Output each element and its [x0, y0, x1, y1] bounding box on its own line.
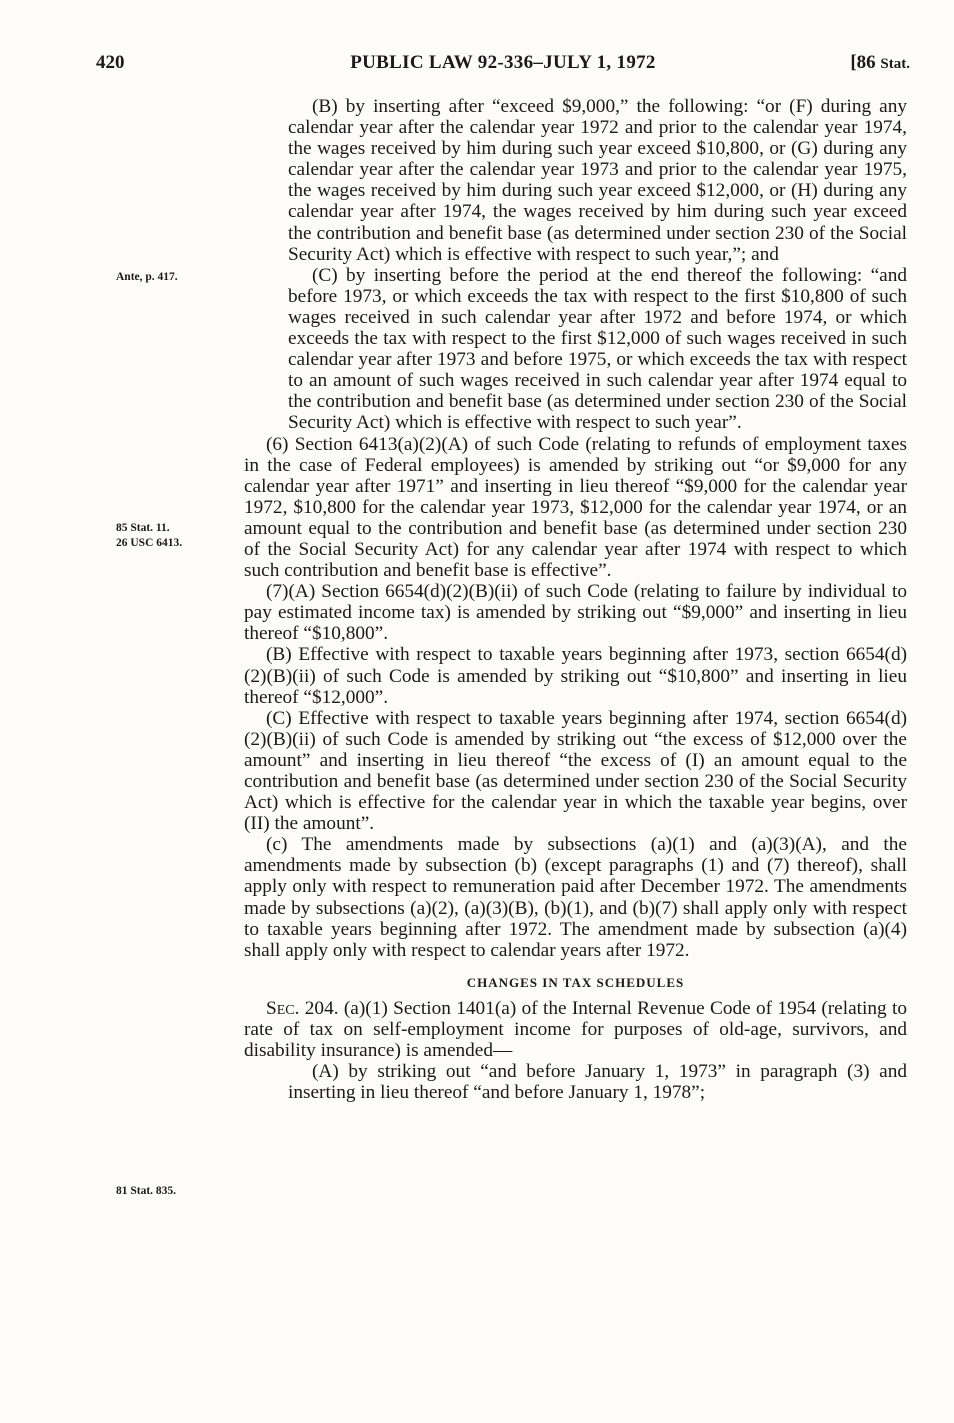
margin-note-line: 26 USC 6413.	[116, 537, 183, 549]
statute-body	[244, 96, 907, 1103]
margin-note-line: 81 Stat. 835.	[116, 1185, 177, 1197]
margin-note-85-stat	[116, 521, 182, 551]
subsection-c-effective-dates: (c) The amendments made by subsections (a)(1) and (a)(3)(A), and the amendments made by subsection (b) (except paragraphs (1) and (7) thereof), shall apply only with respect to remuneration paid after December 1972. The amendments made by subsections (a)(2), (a)(3)(B), (b)(1), and (b)(7) shall apply only with respect to taxable years beginning after 1972. The amendment made by subsection (a)(4) shall apply only with respect to calendar years after 1972.	[244, 834, 907, 961]
paragraph-c-insertion: (C) by inserting before the period at the end thereof the following: “and before 1973, or which exceeds the tax with respect to the first $10,800 of such wages received in such calendar year after 1972 and before 1974, or which exceeds the tax with respect to the first $12,000 of such wages received in such calendar year after 1973 and before 1975, or which exceeds the tax with respect to an amount of such wages received in such calendar year after 1974 equal to the contribution and benefit base (as determined under section 230 of the Social Security Act) which is effective with respect to such year”.	[288, 264, 907, 434]
page-number: 420	[96, 52, 125, 73]
section-204	[244, 998, 907, 1061]
paragraph-7c: (C) Effective with respect to taxable years beginning after 1974, section 6654(d)(2)(B)(ii) of such Code is amended by striking out “the excess of $12,000 over the amount” and inserting in lieu thereof “the excess of (I) an amount equal to the contribution and benefit base (as determined under section 230 of the Social Security Act) which is effective for the calendar year in which the taxable year begins, over (II) the amount”.	[244, 707, 907, 835]
running-title: PUBLIC LAW 92-336–JULY 1, 1972	[350, 52, 656, 73]
paragraph-7a-section-6654: (7)(A) Section 6654(d)(2)(B)(ii) of such Code (relating to failure by individual to pay estimated income tax) is amended by striking out “$9,000” and inserting in lieu thereof “$10,800”.	[244, 581, 907, 645]
paragraph-b-insertion: (B) by inserting after “exceed $9,000,” the following: “or (F) during any calendar year after the calendar year 1972 and prior to the calendar year 1974, the wages received by him during such year exceed $10,800, or (G) during any calendar year after the calendar year 1973 and prior to the calendar year 1975, the wages received by him during such year exceed $12,000, or (H) during any calendar year after 1974, the wages received by him during such year exceed the contribution and benefit base (as determined under section 230 of the Social Security Act) which is effective with respect to such year,”; and	[288, 96, 907, 265]
volume-reference	[850, 52, 910, 74]
margin-note-81-stat	[116, 1184, 176, 1199]
margin-note-line: Ante, p. 417.	[116, 271, 178, 283]
margin-note-ante	[116, 270, 178, 285]
section-heading: CHANGES IN TAX SCHEDULES	[466, 974, 685, 990]
paragraph-7b: (B) Effective with respect to taxable years beginning after 1973, section 6654(d)(2)(B)(ii) of such Code is amended by striking out “$10,800” and inserting in lieu thereof “$12,000”.	[244, 644, 907, 708]
section-204-text: 204. (a)(1) Section 1401(a) of the Internal Revenue Code of 1954 (relating to rate of tax on self-employment income for purposes of old-age, survivors, and disability insurance) is amended—	[244, 997, 907, 1062]
section-label: Sec.	[266, 997, 300, 1019]
volume-ref-prefix: [86	[850, 52, 881, 73]
paragraph-6-section-6413: (6) Section 6413(a)(2)(A) of such Code (relating to refunds of employment taxes in the case of Federal employees) is amended by striking out “or $9,000 for any calendar year after 1971” and inserting in lieu thereof “$9,000 for the calendar year 1972, $10,800 for the calendar year 1973, $12,000 for the calendar year 1974, or an amount equal to the contribution and benefit base (as determined under section 230 of the Social Security Act) for any calendar year after 1974 with respect to which such contribution and benefit base is effective”.	[244, 433, 907, 582]
margin-note-line: 85 Stat. 11.	[116, 522, 170, 534]
paragraph-a-final: (A) by striking out “and before January 1, 1973” in paragraph (3) and inserting in lieu thereof “and before January 1, 1978”;	[288, 1061, 907, 1104]
volume-ref-stat: Stat.	[880, 56, 910, 72]
page-header	[96, 52, 910, 82]
